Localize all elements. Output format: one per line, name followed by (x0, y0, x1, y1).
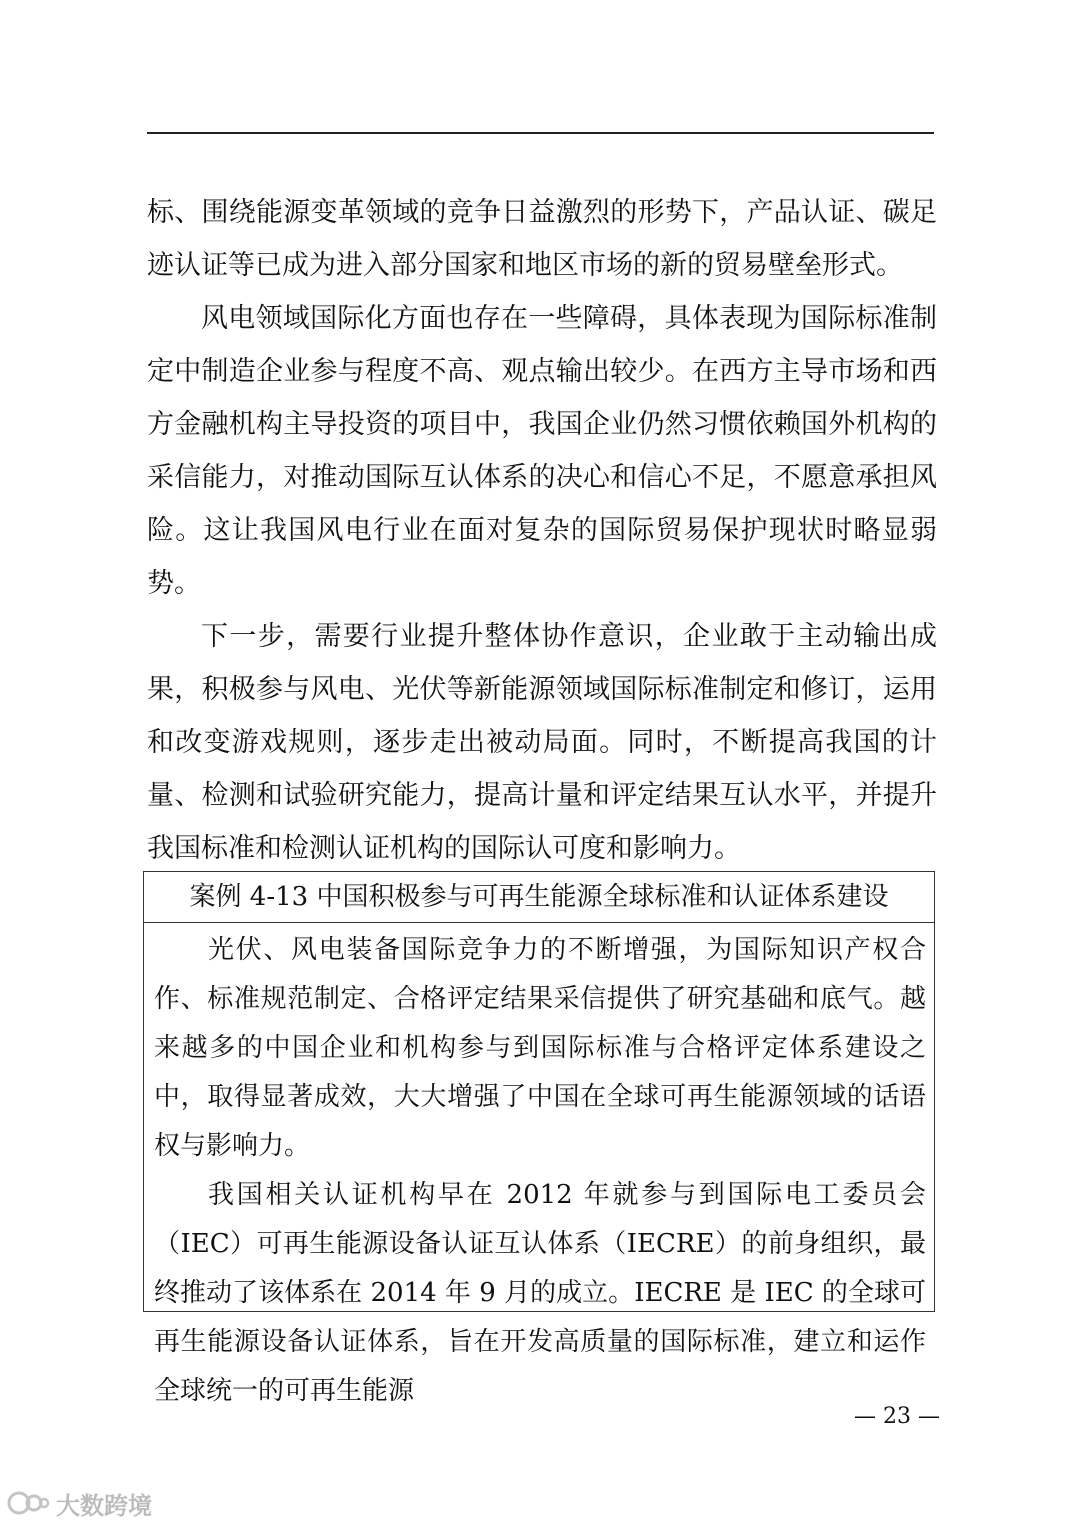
body-text (147, 186, 937, 875)
page-number: — 23 — (854, 1404, 940, 1429)
watermark (6, 1487, 152, 1519)
watermark-text: 大数跨境 (56, 1491, 152, 1520)
header-rule (147, 132, 934, 134)
case-paragraph: 我国相关认证机构早在 2012 年就参与到国际电工委员会（IEC）可再生能源设备认证互认体系（IECRE）的前身组织，最终推动了该体系在 2014 年 9 月的成立。IECRE 是 IEC 的全球可再生能源设备认证体系，旨在开发高质量的国际标准，建立和运作全球统一的可再生能源 (154, 1180, 926, 1406)
paragraph: 下一步，需要行业提升整体协作意识，企业敢于主动输出成果，积极参与风电、光伏等新能源领域国际标准制定和修订，运用和改变游戏规则，逐步走出被动局面。同时，不断提高我国的计量、检测和试验研究能力，提高计量和评定结果互认水平，并提升我国标准和检测认证机构的国际认可度和影响力。 (147, 621, 937, 864)
case-title: 案例 4-13 中国积极参与可再生能源全球标准和认证体系建设 (144, 872, 934, 923)
paragraph-continued: 标、围绕能源变革领域的竞争日益激烈的形势下，产品认证、碳足迹认证等已成为进入部分国家和地区市场的新的贸易壁垒形式。 (147, 197, 937, 281)
case-box (143, 871, 935, 1406)
case-paragraph: 光伏、风电装备国际竞争力的不断增强，为国际知识产权合作、标准规范制定、合格评定结果采信提供了研究基础和底气。越来越多的中国企业和机构参与到国际标准与合格评定体系建设之中，取得显著成效，大大增强了中国在全球可再生能源领域的话语权与影响力。 (154, 935, 926, 1161)
paragraph: 风电领域国际化方面也存在一些障碍，具体表现为国际标准制定中制造企业参与程度不高、观点输出较少。在西方主导市场和西方金融机构主导投资的项目中，我国企业仍然习惯依赖国外机构的采信能力，对推动国际互认体系的决心和信心不足，不愿意承担风险。这让我国风电行业在面对复杂的国际贸易保护现状时略显弱势。 (147, 303, 937, 599)
case-body (144, 923, 934, 1416)
brand-logo-icon (6, 1489, 50, 1517)
